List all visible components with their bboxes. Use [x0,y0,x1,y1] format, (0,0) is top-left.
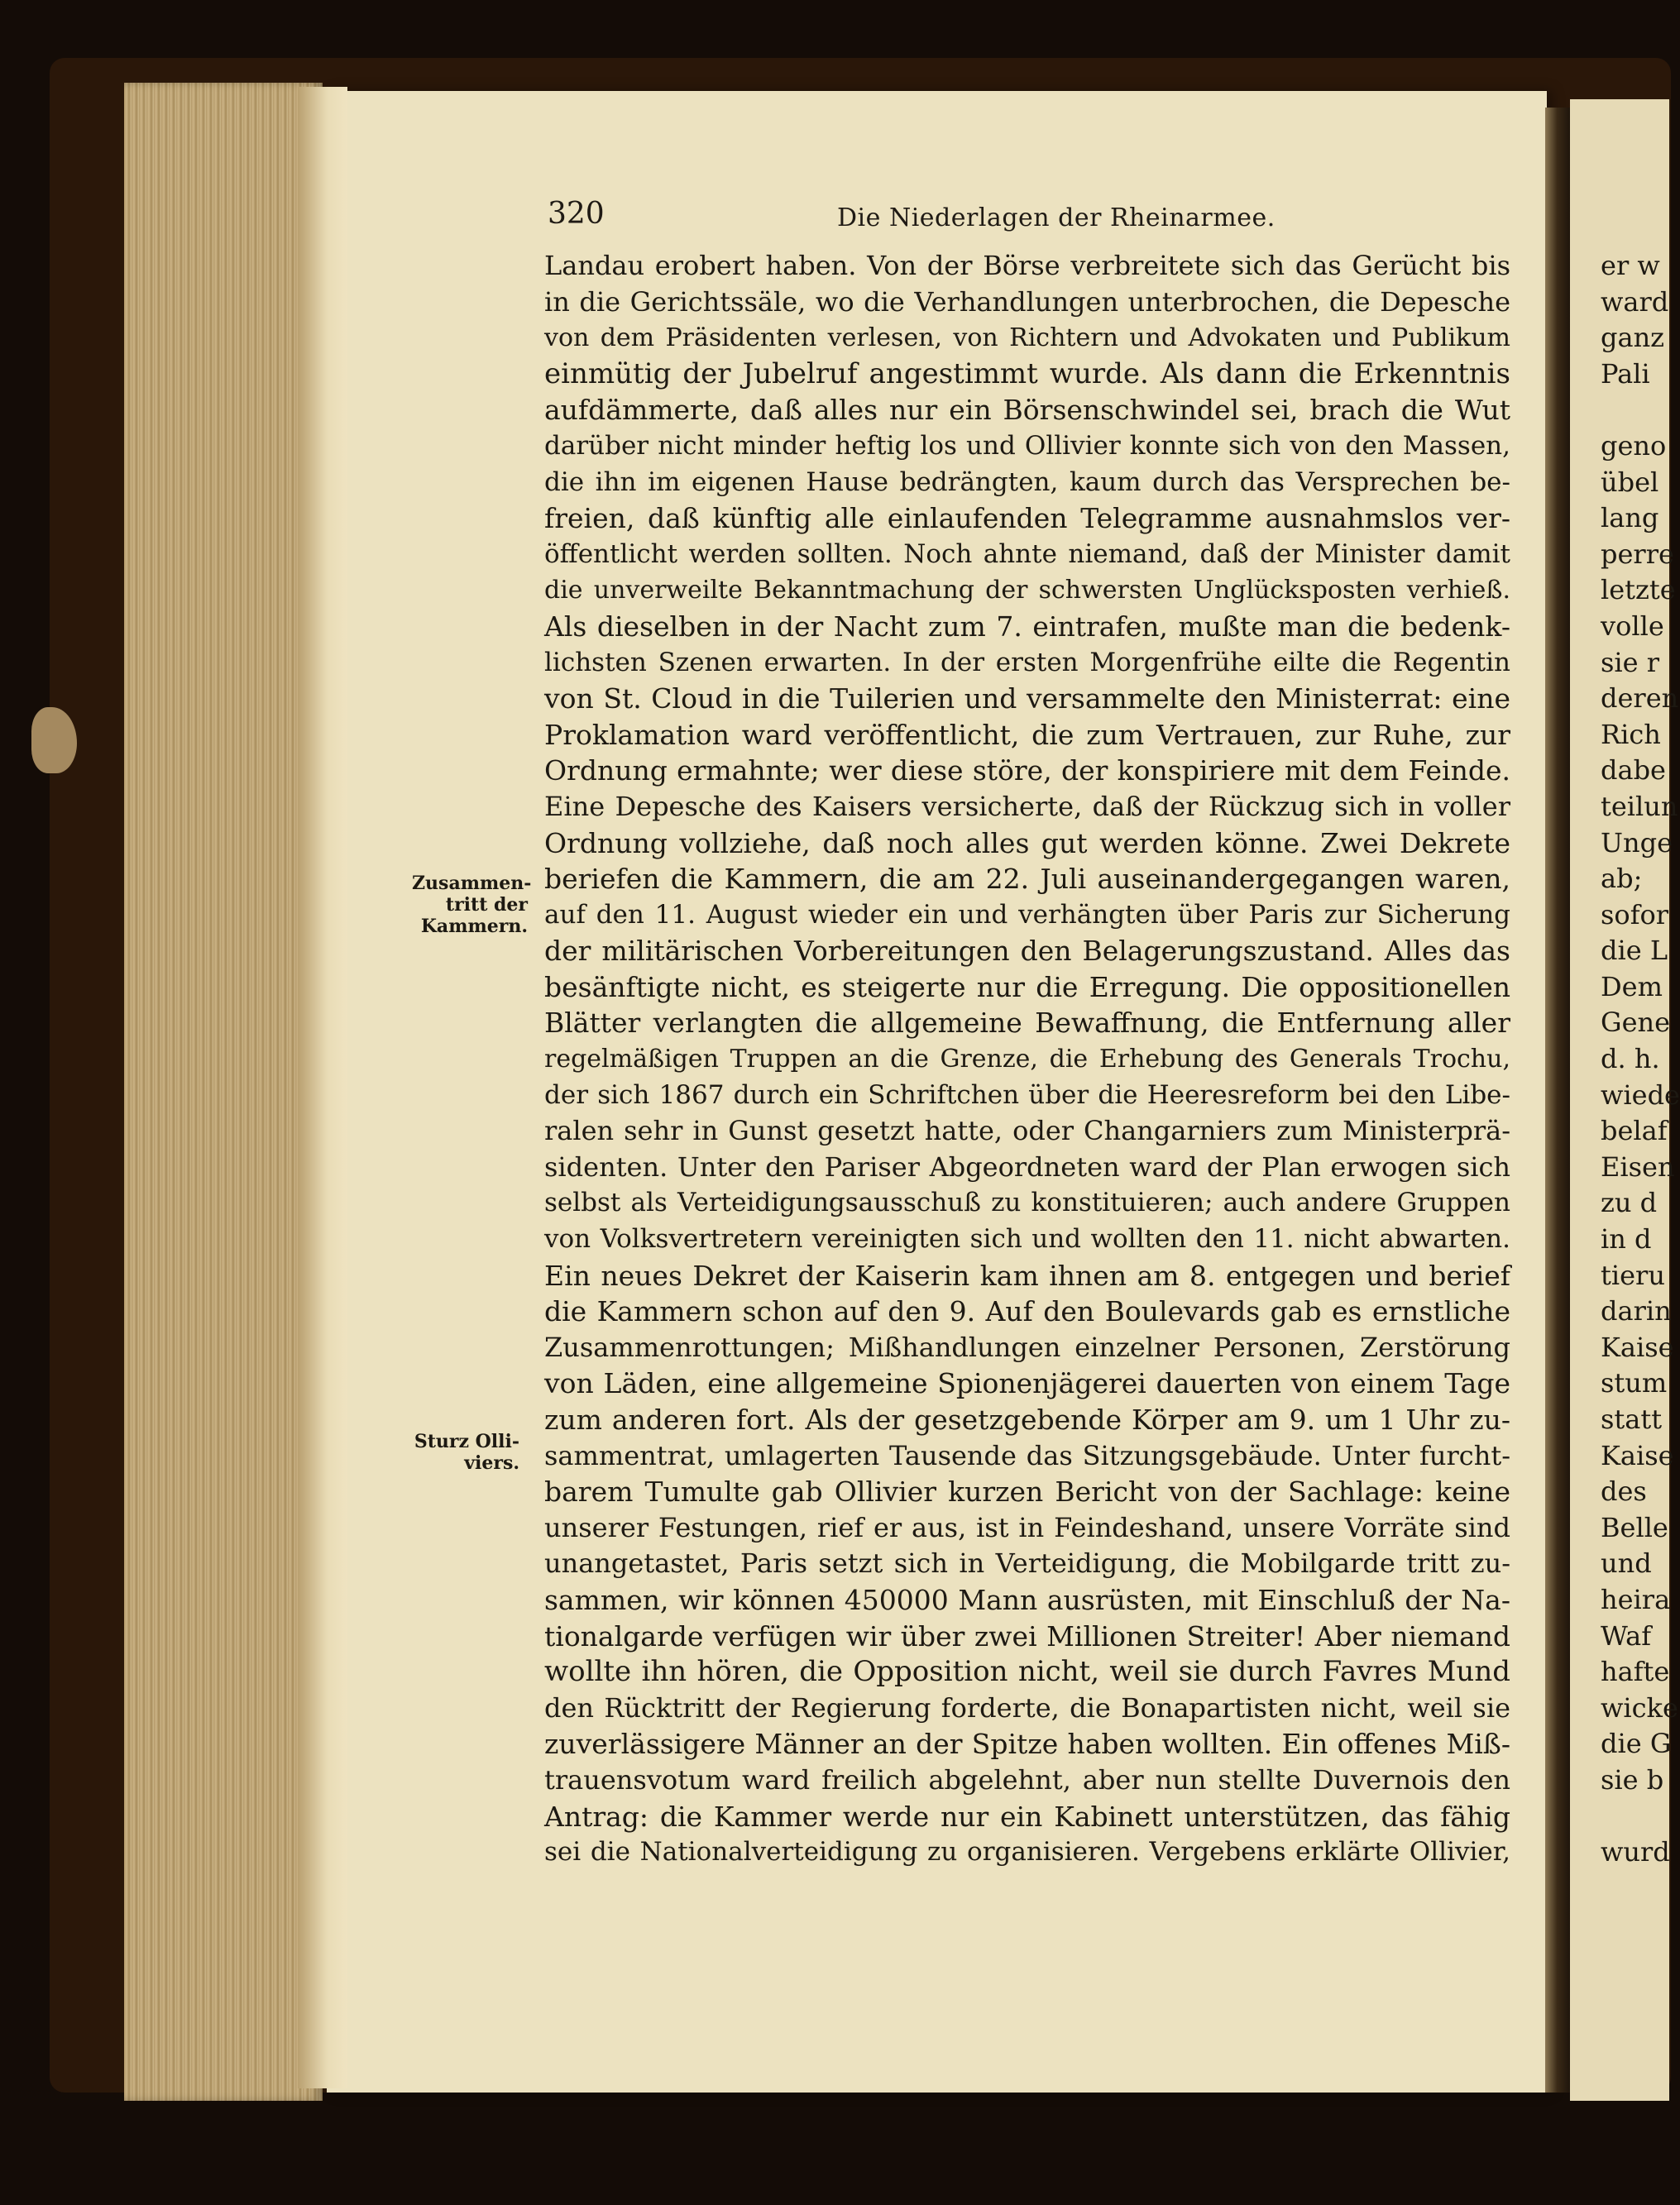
facing-page-fragment: zu d [1601,1187,1658,1219]
facing-page-fragment: und [1601,1547,1652,1580]
facing-page-fragment [1601,392,1667,428]
text-line: wollte ihn hören, die Opposition nicht, weil sie durch Favres Mund [544,1655,1510,1689]
text-line: die Kammern schon auf den 9. Auf den Boulevards gab es ernstliche [544,1295,1510,1328]
running-head [0,106,1654,232]
text-line: lichsten Szenen erwarten. In der ersten Morgenfrühe eilte die Regentin [544,647,1510,677]
facing-page-fragment: sie r [1601,646,1660,678]
facing-page-fragment: übel [1601,466,1659,498]
book-gutter [1545,108,1572,2093]
text-line: Zusammenrottungen; Mißhandlungen einzelner Personen, Zerstörung [544,1331,1510,1363]
text-line: in die Gerichtssäle, wo die Verhandlungen unterbrochen, die Depesche [544,285,1510,318]
text-line: Proklamation ward veröffentlicht, die zum Vertrauen, zur Ruhe, zur [544,718,1510,751]
text-line: zuverlässigere Männer an der Spitze haben wollten. Ein offenes Miß- [544,1728,1510,1761]
text-line: von Volksvertretern vereinigten sich und wollten den 11. nicht abwarten. [544,1224,1510,1255]
text-line: regelmäßigen Truppen an die Grenze, die Erhebung des Generals Trochu, [544,1045,1510,1074]
facing-page-fragment: hafte [1601,1656,1670,1688]
facing-page-fragment: Eisen [1601,1150,1675,1183]
text-line: die unverweilte Bekanntmachung der schwersten Unglücksposten verhieß. [544,576,1510,605]
facing-page-fragment: Rich [1601,718,1661,750]
marginal-note-line: viers. [464,1452,519,1474]
marginal-note-kammern [412,873,532,937]
body-text [544,248,1510,1871]
facing-page-fragment: teilun [1601,790,1678,822]
facing-page-fragment: ward [1601,285,1669,318]
facing-page-fragment: ab; [1601,863,1643,895]
facing-page-fragment: sofor [1601,898,1669,930]
facing-page-fragment: Kaise [1601,1331,1674,1363]
facing-page-fragment: Unge [1601,826,1673,859]
text-line: der sich 1867 durch ein Schriftchen über die Heeresreform bei den Libe- [544,1079,1510,1110]
facing-page-fragment: Dem [1601,970,1663,1002]
text-line: barem Tumulte gab Ollivier kurzen Bericht von der Sachlage: keine [544,1476,1510,1509]
marginal-note-line: Kammern. [420,916,528,937]
marginal-note-line: Sturz Olli- [414,1431,519,1452]
facing-page-fragment: die G [1601,1728,1672,1760]
text-line: sidenten. Unter den Pariser Abgeordneten ward der Plan erwogen sich [544,1150,1510,1183]
facing-page-fragment: volle [1601,610,1664,642]
text-line: besänftigte nicht, es steigerte nur die Erregung. Die oppositionellen [544,970,1510,1003]
facing-page-fragment: statt [1601,1404,1663,1435]
text-line: die ihn im eigenen Hause bedrängten, kaum durch das Versprechen be- [544,466,1510,497]
page-number: 320 [548,197,605,231]
text-line: freien, daß künftig alle einlaufenden Telegramme ausnahmslos ver- [544,502,1510,535]
text-line: zum anderen fort. Als der gesetzgebende Körper am 9. um 1 Uhr zu- [544,1404,1510,1436]
text-line: aufdämmerte, daß alles nur ein Börsenschwindel sei, brach die Wut [544,394,1510,427]
text-line: Eine Depesche des Kaisers versicherte, daß der Rückzug sich in voller [544,790,1510,822]
text-line: Als dieselben in der Nacht zum 7. eintrafen, mußte man die bedenk- [544,610,1510,643]
text-line: Ordnung ermahnte; wer diese störe, der konspiriere mit dem Feinde. [544,754,1510,787]
text-line: den Rücktritt der Regierung forderte, die Bonapartisten nicht, weil sie [544,1691,1510,1724]
facing-page-fragment: perre [1601,538,1674,570]
facing-page-fragment: Waf [1601,1619,1652,1652]
facing-page-fragment: in d [1601,1223,1652,1256]
facing-page-fragment: wicke [1601,1691,1678,1724]
facing-page-fragment: ganz [1601,322,1665,354]
facing-page-fragment [1601,1799,1667,1835]
facing-page-fragment: tieru [1601,1259,1665,1291]
text-line: öffentlicht werden sollten. Noch ahnte niemand, daß der Minister damit [544,538,1510,569]
text-line: von St. Cloud in die Tuilerien und versammelte den Ministerrat: eine [544,682,1510,715]
text-line: ralen sehr in Gunst gesetzt hatte, oder Changarniers zum Ministerprä- [544,1115,1510,1147]
page-fold [298,87,347,2088]
facing-page-fragment: darin [1601,1295,1672,1327]
text-line: von dem Präsidenten verlesen, von Richtern und Advokaten und Publikum [544,323,1510,353]
facing-page-fragment: d. h. [1601,1043,1660,1075]
text-line: selbst als Verteidigungsausschuß zu konstituieren; auch andere Gruppen [544,1188,1510,1218]
page-edges [124,83,323,2101]
text-line: Blätter verlangten die allgemeine Bewaffnung, die Entfernung aller [544,1007,1510,1040]
text-line: von Läden, eine allgemeine Spionenjägerei dauerten von einem Tage [544,1367,1510,1400]
facing-page-fragment: lang [1601,502,1659,534]
text-line: unserer Festungen, rief er aus, ist in Feindeshand, unsere Vorräte sind [544,1511,1510,1543]
text-line: sei die Nationalverteidigung zu organisieren. Vergebens erklärte Ollivier, [544,1837,1510,1868]
text-line: Ein neues Dekret der Kaiserin kam ihnen am 8. entgegen und berief [544,1259,1510,1292]
text-line: trauensvotum ward freilich abgelehnt, aber nun stellte Duvernois den [544,1763,1510,1796]
text-line: Antrag: die Kammer werde nur ein Kabinett unterstützen, das fähig [544,1800,1510,1833]
text-line: sammentrat, umlagerten Tausende das Sitzungsgebäude. Unter furcht- [544,1439,1510,1471]
facing-page-fragment: wiede [1601,1079,1680,1111]
facing-page-fragment: heira [1601,1583,1671,1615]
text-line: unangetastet, Paris setzt sich in Verteidigung, die Mobilgarde tritt zu- [544,1547,1510,1580]
marginal-note-line: Zusammen- [412,873,532,894]
text-line: tionalgarde verfügen wir über zwei Millionen Streiter! Aber niemand [544,1619,1510,1653]
facing-page-fragment: Belle [1601,1511,1668,1543]
text-line: der militärischen Vorbereitungen den Belagerungszustand. Alles das [544,935,1510,968]
running-title: Die Niederlagen der Rheinarmee. [837,203,1276,232]
facing-page-fragment: sie b [1601,1763,1664,1796]
facing-page-fragment: stum [1601,1367,1668,1399]
facing-page-fragment: wurd [1601,1836,1670,1868]
facing-page-fragment: Kaise [1601,1439,1674,1471]
facing-page-fragment: des [1601,1476,1647,1508]
text-line: auf den 11. August wieder ein und verhängten über Paris zur Sicherung [544,899,1510,930]
text-line: sammen, wir können 450000 Mann ausrüsten, mit Einschluß der Na- [544,1583,1510,1616]
marginal-note-line: tritt der [445,894,528,916]
facing-page-fragment: die L [1601,935,1668,967]
facing-page-text [1601,248,1680,1871]
facing-page-fragment: er w [1601,250,1660,281]
text-line: einmütig der Jubelruf angestimmt wurde. Als dann die Erkenntnis [544,356,1510,390]
facing-page-fragment: Gene [1601,1007,1671,1039]
facing-page-fragment: letzte [1601,574,1676,606]
facing-page-fragment: dabe [1601,754,1666,787]
text-line: Landau erobert haben. Von der Börse verbreitete sich das Gerücht bis [544,250,1510,281]
text-line: Ordnung vollziehe, daß noch alles gut werden könne. Zwei Dekrete [544,826,1510,859]
marginal-note-sturz-olliviers [404,1431,519,1474]
facing-page-fragment: Pali [1601,357,1650,390]
text-line: darüber nicht minder heftig los und Ollivier konnte sich von den Massen, [544,430,1510,461]
text-line: beriefen die Kammern, die am 22. Juli auseinandergegangen waren, [544,863,1510,896]
facing-page-fragment: deren [1601,682,1679,715]
facing-page-fragment: belaf [1601,1115,1668,1147]
facing-page-fragment: geno [1601,429,1667,462]
